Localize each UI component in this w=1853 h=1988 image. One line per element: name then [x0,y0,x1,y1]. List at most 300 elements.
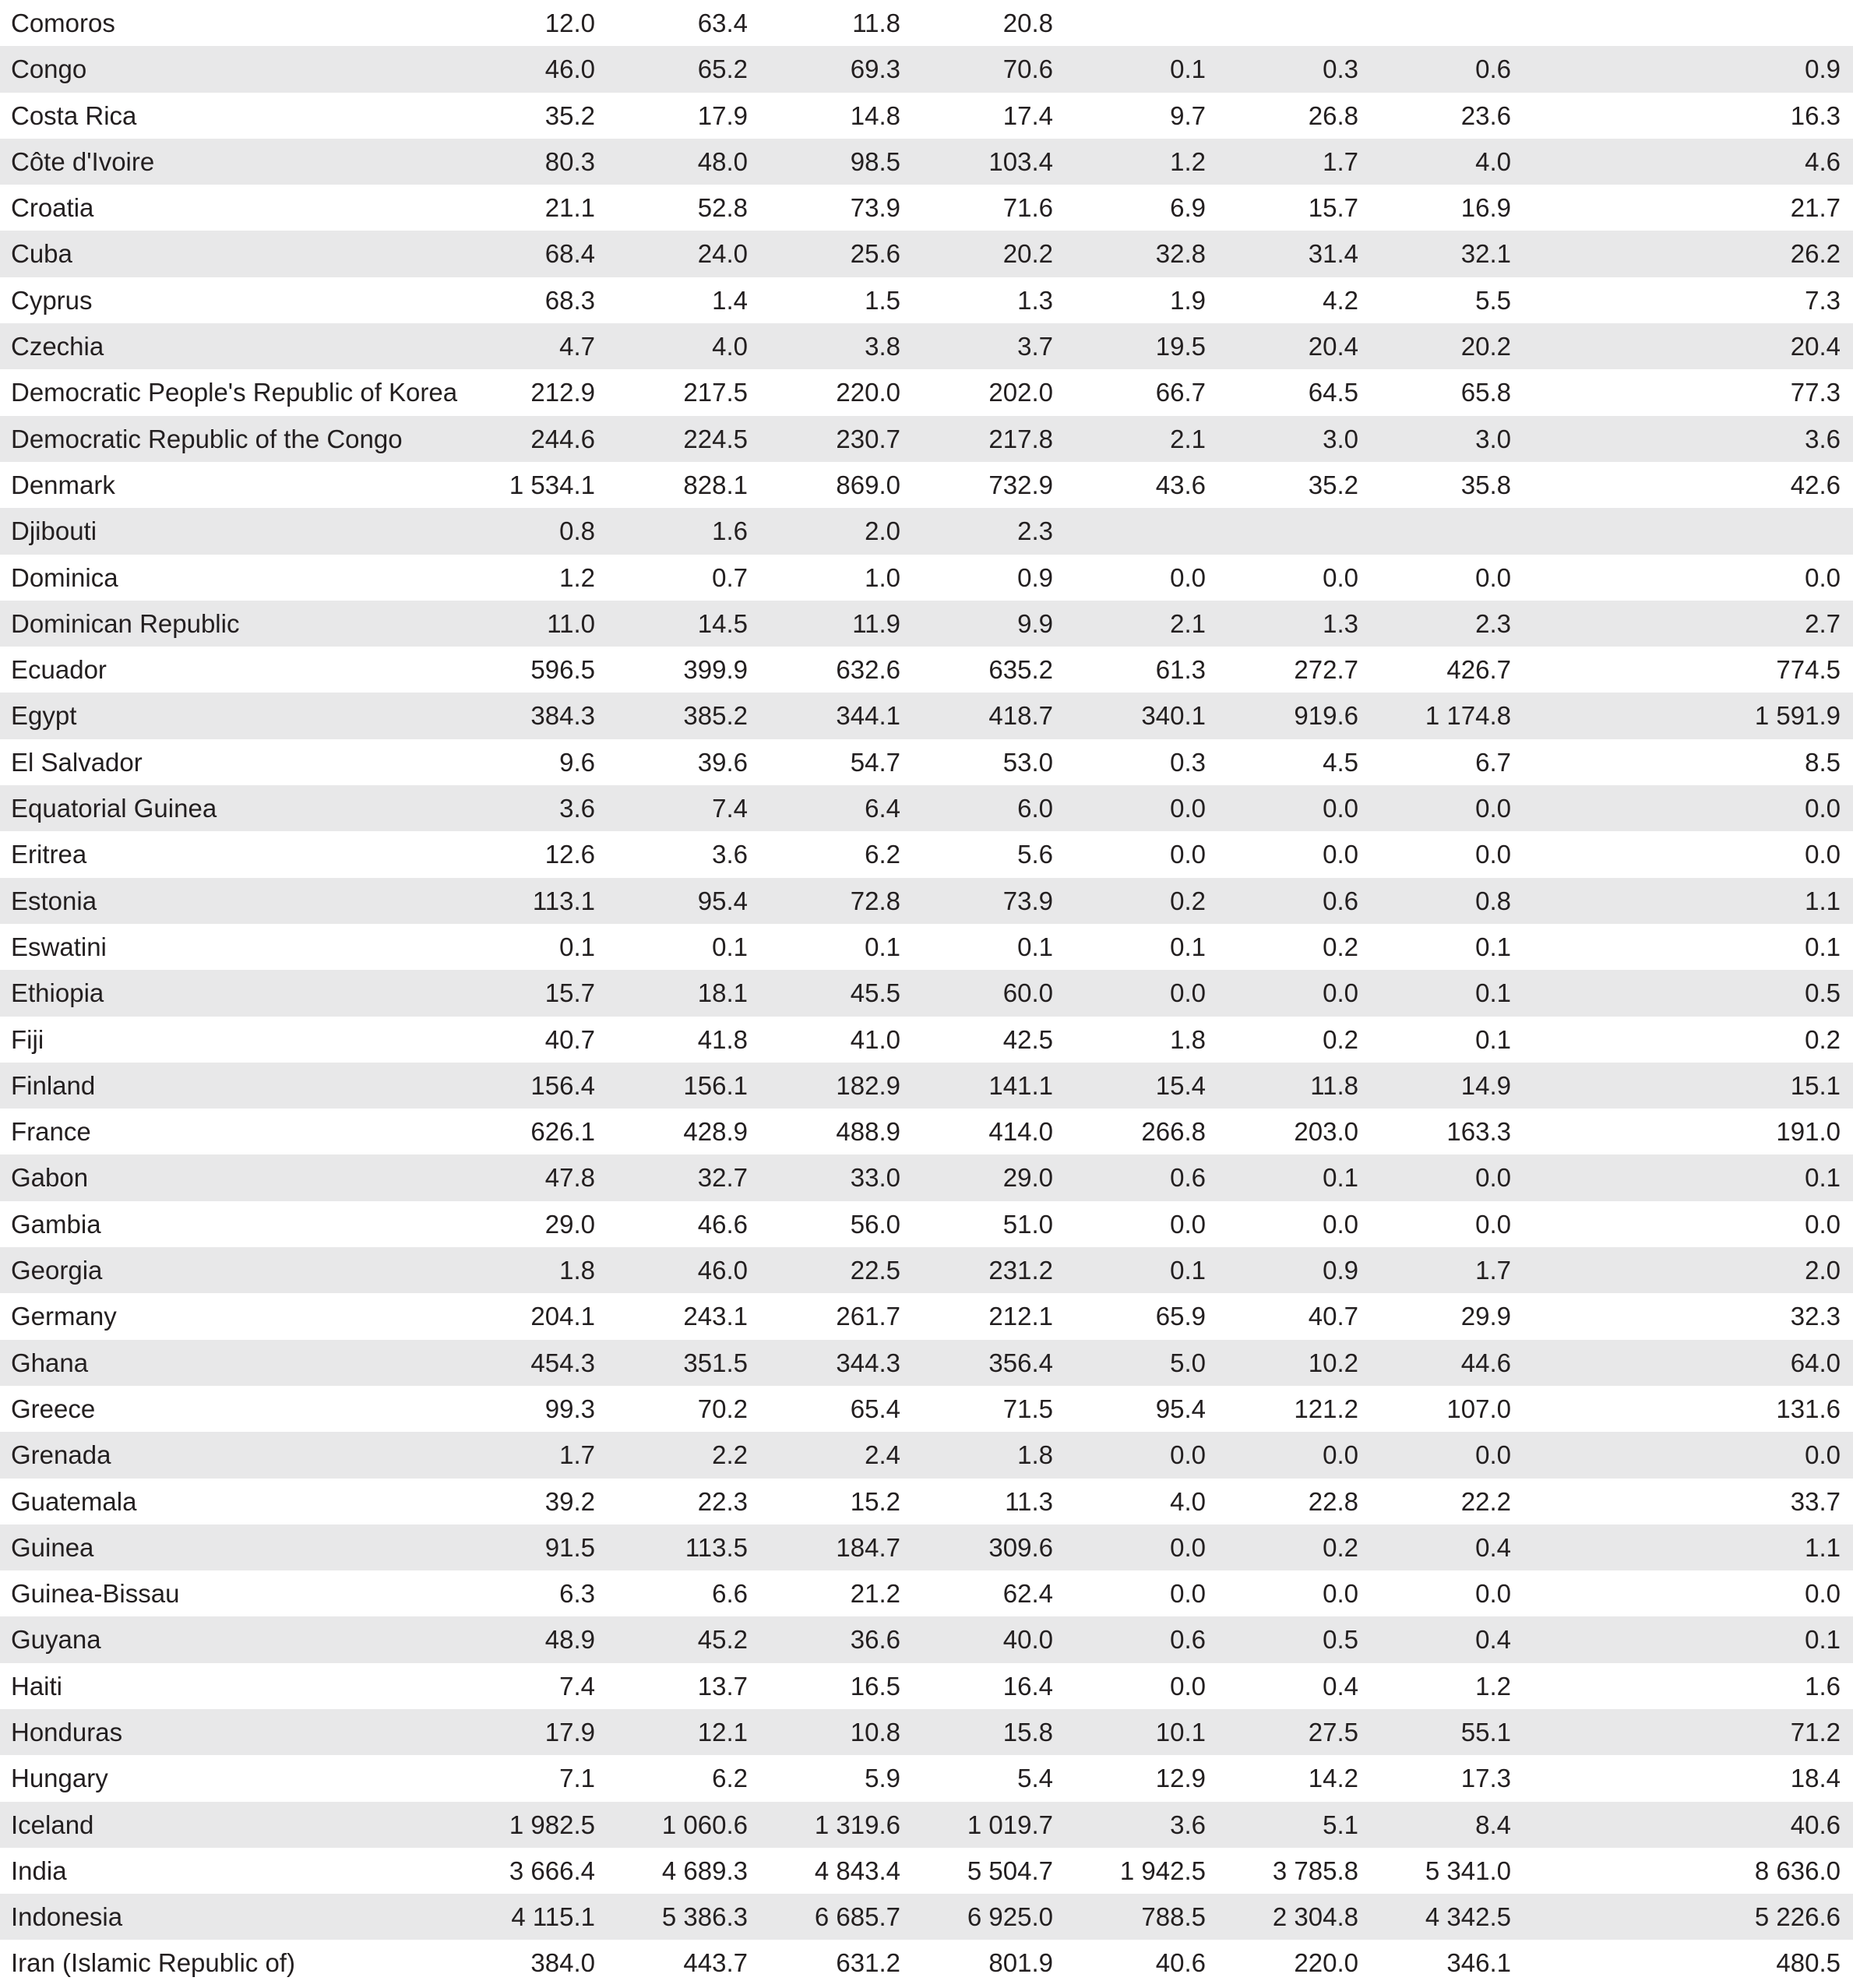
country-name: Gabon [0,1154,432,1200]
value-cell: 4.5 [1323,747,1358,777]
value-cell: 103.4 [919,139,1072,185]
value-cell: 2.1 [1072,416,1224,462]
value-cell: 224.5 [614,416,766,462]
value-cell: 0.1 [1530,1154,1853,1200]
value-cell: 309.6 [919,1524,1072,1570]
table-row [0,647,1853,693]
value-cell: 11.3 [1005,1486,1053,1516]
value-cell: 11.9 [766,601,919,647]
value-cell: 0.4 [1377,1616,1530,1662]
value-cell: 0.8 [432,508,614,554]
country-name: Dominica [11,562,118,592]
value-cell: 1.2 [1072,139,1224,185]
value-cell: 231.2 [919,1247,1072,1293]
value-cell: 44.6 [1377,1340,1530,1386]
value-cell: 0.0 [1805,1579,1841,1609]
value-cell: 10.1 [1072,1709,1224,1755]
value-cell: 919.6 [1224,693,1377,738]
value-cell: 0.0 [1323,840,1358,869]
value-cell: 63.4 [697,9,748,37]
table-row [0,46,1853,92]
value-cell: 47.8 [432,1154,614,1200]
country-name: Guinea [0,1524,432,1570]
value-cell: 48.0 [614,139,766,185]
value-cell: 65.2 [614,46,766,92]
country-name: Indonesia [0,1894,432,1940]
value-cell: 0.0 [1377,1154,1530,1200]
country-name: Egypt [0,693,432,738]
value-cell [1530,508,1853,554]
table-row [0,1386,1853,1432]
value-cell: 46.0 [432,46,614,92]
table-row [0,1063,1853,1109]
value-cell: 0.1 [865,932,900,961]
value-cell: 6.4 [766,785,919,831]
value-cell: 141.1 [919,1063,1072,1109]
value-cell: 266.8 [1141,1117,1206,1147]
value-cell: 113.5 [614,1524,766,1570]
country-name: Cuba [0,231,432,277]
value-cell: 40.7 [1308,1302,1358,1331]
value-cell: 774.5 [1776,655,1841,685]
value-cell: 3.6 [712,840,748,869]
value-cell: 3 785.8 [1272,1856,1358,1885]
value-cell: 0.0 [1170,840,1206,869]
value-cell: 2.1 [1072,601,1224,647]
value-cell: 56.0 [850,1209,900,1239]
value-cell: 1.2 [1475,1671,1511,1701]
value-cell: 12.1 [614,1709,766,1755]
value-cell: 0.0 [1377,785,1530,831]
value-cell: 0.4 [1323,1671,1358,1701]
value-cell: 1 019.7 [919,1802,1072,1848]
value-cell: 71.5 [1002,1394,1053,1423]
value-cell: 212.9 [530,378,595,407]
table-row [0,323,1853,369]
value-cell: 29.9 [1460,1302,1511,1331]
value-cell: 0.0 [1805,562,1841,592]
value-cell: 17.3 [1460,1764,1511,1793]
value-cell: 17.9 [432,1709,614,1755]
table-row [0,508,1853,554]
value-cell: 7.4 [614,785,766,831]
value-cell: 3.7 [919,323,1072,369]
value-cell: 10.8 [766,1709,919,1755]
value-cell: 6 685.7 [766,1894,919,1940]
value-cell: 0.0 [1377,1432,1530,1478]
table-row [0,1663,1853,1709]
country-name: El Salvador [11,747,143,777]
value-cell: 632.6 [836,655,900,685]
value-cell: 20.4 [1530,323,1853,369]
table-row [0,1293,1853,1339]
value-cell: 0.2 [1323,1024,1358,1054]
country-name: Estonia [0,878,432,924]
table-row [0,1894,1853,1940]
value-cell: 443.7 [683,1948,748,1978]
value-cell: 5 386.3 [614,1894,766,1940]
table-row [0,462,1853,508]
table-row [0,277,1853,323]
table-row [0,185,1853,231]
value-cell: 46.0 [614,1247,766,1293]
country-name: Gambia [11,1209,101,1239]
value-cell: 596.5 [530,655,595,685]
table-row [0,1109,1853,1154]
value-cell: 1 060.6 [614,1802,766,1848]
value-cell: 6.3 [559,1579,595,1609]
value-cell: 0.9 [1224,1247,1377,1293]
value-cell [1072,508,1224,554]
value-cell: 40.7 [544,1024,595,1054]
value-cell: 25.6 [766,231,919,277]
value-cell: 42.5 [1002,1024,1053,1054]
value-cell: 4 115.1 [432,1894,614,1940]
value-cell: 46.6 [697,1209,748,1239]
value-cell: 14.5 [614,601,766,647]
table-row [0,1940,1853,1986]
value-cell: 1.1 [1530,1524,1853,1570]
country-name: Democratic People's Republic of Korea [11,378,458,407]
value-cell: 70.6 [919,46,1072,92]
country-name: Ecuador [11,655,107,685]
value-cell: 5 226.6 [1530,1894,1853,1940]
value-cell: 18.1 [614,970,766,1016]
value-cell: 344.1 [766,693,919,738]
value-cell: 73.9 [919,878,1072,924]
value-cell: 0.0 [1072,970,1224,1016]
value-cell: 5 341.0 [1425,1856,1511,1885]
value-cell: 72.8 [766,878,919,924]
value-cell: 21.2 [850,1579,900,1609]
value-cell: 0.0 [1530,1432,1853,1478]
value-cell: 35.2 [544,100,595,130]
table-row [0,1432,1853,1478]
value-cell: 204.1 [530,1302,595,1331]
value-cell: 0.0 [1530,785,1853,831]
value-cell: 0.9 [1530,46,1853,92]
value-cell: 344.3 [766,1340,919,1386]
value-cell: 4.0 [1377,139,1530,185]
value-cell: 17.4 [1002,100,1053,130]
value-cell: 22.8 [1308,1486,1358,1516]
table-row [0,693,1853,738]
value-cell: 0.3 [1170,747,1206,777]
value-cell: 4 689.3 [661,1856,748,1885]
country-name: Honduras [0,1709,432,1755]
value-cell: 3 666.4 [509,1856,595,1885]
value-cell: 0.0 [1170,1579,1206,1609]
value-cell: 0.1 [1377,970,1530,1016]
value-cell: 39.6 [697,747,748,777]
table-row [0,1154,1853,1200]
value-cell: 0.2 [1072,878,1224,924]
country-name: Guyana [0,1616,432,1662]
value-cell: 8.5 [1805,747,1841,777]
value-cell: 15.2 [850,1486,900,1516]
value-cell: 2.0 [766,508,919,554]
value-cell: 20.2 [1377,323,1530,369]
value-cell: 1.7 [1377,1247,1530,1293]
value-cell: 40.0 [919,1616,1072,1662]
value-cell: 29.0 [544,1209,595,1239]
value-cell: 0.0 [1475,562,1511,592]
value-cell: 0.0 [1323,1209,1358,1239]
value-cell: 64.5 [1308,378,1358,407]
value-cell: 1.0 [865,562,900,592]
value-cell: 1 982.5 [432,1802,614,1848]
value-cell: 0.1 [1805,932,1841,961]
value-cell: 11.8 [1224,1063,1377,1109]
value-cell: 61.3 [1155,655,1206,685]
value-cell: 2.2 [614,1432,766,1478]
value-cell: 5.5 [1475,285,1511,315]
country-name: Iceland [0,1802,432,1848]
value-cell: 163.3 [1446,1117,1511,1147]
country-name: Congo [0,46,432,92]
value-cell: 230.7 [766,416,919,462]
value-cell: 212.1 [988,1302,1053,1331]
value-cell: 26.8 [1308,100,1358,130]
value-cell: 4.2 [1323,285,1358,315]
value-cell: 6.6 [712,1579,748,1609]
table-row [0,1247,1853,1293]
table-row [0,231,1853,277]
value-cell: 68.4 [432,231,614,277]
value-cell: 15.7 [1308,193,1358,223]
value-cell: 0.0 [1224,785,1377,831]
value-cell: 0.1 [559,932,595,961]
table-row [0,93,1853,139]
country-name: Costa Rica [11,100,137,130]
value-cell [1530,0,1853,46]
value-cell: 3.6 [1072,1802,1224,1848]
value-cell: 384.0 [530,1948,595,1978]
country-name: Côte d'Ivoire [0,139,432,185]
country-name: Guatemala [11,1486,137,1516]
value-cell: 0.1 [1224,1154,1377,1200]
value-cell: 0.7 [712,562,748,592]
table-row [0,1802,1853,1848]
value-cell: 9.9 [919,601,1072,647]
value-cell: 6.9 [1170,193,1206,223]
value-cell: 4.7 [432,323,614,369]
value-cell: 66.7 [1155,378,1206,407]
value-cell: 16.5 [850,1671,900,1701]
value-cell: 385.2 [614,693,766,738]
country-name: Hungary [11,1764,108,1793]
value-cell: 5 504.7 [967,1856,1053,1885]
country-name: Grenada [0,1432,432,1478]
value-cell: 0.0 [1072,785,1224,831]
value-cell: 480.5 [1776,1948,1841,1978]
value-cell: 0.9 [1017,562,1053,592]
value-cell: 54.7 [850,747,900,777]
value-cell: 73.9 [850,193,900,223]
value-cell: 16.9 [1460,193,1511,223]
value-cell: 2.4 [766,1432,919,1478]
value-cell: 7.1 [559,1764,595,1793]
table-row [0,785,1853,831]
value-cell: 13.7 [697,1671,748,1701]
value-cell: 0.0 [1805,840,1841,869]
value-cell: 12.6 [544,840,595,869]
value-cell: 788.5 [1072,1894,1224,1940]
table-row [0,1340,1853,1386]
value-cell: 2.3 [919,508,1072,554]
value-cell: 35.2 [1308,470,1358,499]
value-cell: 488.9 [836,1117,900,1147]
value-cell: 1.2 [559,562,595,592]
value-cell: 4.0 [614,323,766,369]
value-cell: 27.5 [1224,1709,1377,1755]
value-cell: 340.1 [1072,693,1224,738]
value-cell: 0.2 [1323,932,1358,961]
value-cell: 1.8 [919,1432,1072,1478]
value-cell: 418.7 [919,693,1072,738]
value-cell: 0.4 [1377,1524,1530,1570]
country-name: Ghana [0,1340,432,1386]
value-cell [1072,0,1224,46]
value-cell: 0.0 [1475,1579,1511,1609]
value-cell: 16.4 [1002,1671,1053,1701]
value-cell: 0.8 [1377,878,1530,924]
value-cell: 0.6 [1072,1616,1224,1662]
value-cell: 18.4 [1790,1764,1841,1793]
value-cell [1224,508,1377,554]
value-cell: 95.4 [1155,1394,1206,1423]
value-cell: 0.1 [1017,932,1053,961]
value-cell: 45.5 [766,970,919,1016]
value-cell: 0.1 [712,932,748,961]
value-cell: 6.0 [919,785,1072,831]
value-cell: 31.4 [1224,231,1377,277]
country-name: France [11,1117,91,1147]
value-cell: 20.4 [1224,323,1377,369]
value-cell: 39.2 [544,1486,595,1516]
value-cell: 244.6 [432,416,614,462]
value-cell: 182.9 [766,1063,919,1109]
table-row [0,1709,1853,1755]
value-cell: 426.7 [1446,655,1511,685]
value-cell: 5.1 [1224,1802,1377,1848]
value-cell: 217.8 [919,416,1072,462]
table-row [0,555,1853,601]
value-cell: 33.7 [1790,1486,1841,1516]
value-cell: 217.5 [683,378,748,407]
value-cell: 52.8 [697,193,748,223]
value-cell: 801.9 [988,1948,1053,1978]
value-cell: 1.8 [432,1247,614,1293]
value-cell: 4 342.5 [1377,1894,1530,1940]
value-cell: 26.2 [1530,231,1853,277]
value-cell: 22.5 [766,1247,919,1293]
value-cell: 32.1 [1377,231,1530,277]
value-cell: 203.0 [1294,1117,1358,1147]
table-row [0,970,1853,1016]
value-cell: 191.0 [1776,1117,1841,1147]
value-cell: 7.3 [1805,285,1841,315]
value-cell: 24.0 [614,231,766,277]
value-cell: 5.0 [1072,1340,1224,1386]
value-cell: 15.7 [432,970,614,1016]
value-cell: 0.1 [1530,1616,1853,1662]
value-cell: 43.6 [1155,470,1206,499]
table-row [0,924,1853,970]
value-cell: 0.3 [1224,46,1377,92]
value-cell: 1.1 [1530,878,1853,924]
value-cell: 71.2 [1530,1709,1853,1755]
country-name: Denmark [11,470,115,499]
value-cell: 0.5 [1224,1616,1377,1662]
value-cell: 243.1 [683,1302,748,1331]
value-cell: 64.0 [1530,1340,1853,1386]
value-cell: 19.5 [1072,323,1224,369]
value-cell: 53.0 [1002,747,1053,777]
value-cell: 69.3 [766,46,919,92]
country-name: Finland [0,1063,432,1109]
value-cell [1377,0,1530,46]
value-cell: 869.0 [836,470,900,499]
country-name: Djibouti [0,508,432,554]
country-name: Democratic Republic of the Congo [0,416,432,462]
table-row [0,878,1853,924]
value-cell: 0.1 [1475,1024,1511,1054]
value-cell: 428.9 [683,1117,748,1147]
value-cell: 626.1 [530,1117,595,1147]
table-row [0,416,1853,462]
country-name: Fiji [11,1024,44,1054]
value-cell: 6 925.0 [919,1894,1072,1940]
value-cell: 80.3 [432,139,614,185]
value-cell: 1.5 [865,285,900,315]
value-cell: 20.2 [919,231,1072,277]
value-cell: 356.4 [919,1340,1072,1386]
value-cell: 36.6 [766,1616,919,1662]
value-cell: 0.6 [1072,1154,1224,1200]
value-cell: 32.7 [614,1154,766,1200]
value-cell: 14.9 [1377,1063,1530,1109]
value-cell: 12.0 [544,9,595,37]
value-cell: 351.5 [614,1340,766,1386]
country-name: India [11,1856,67,1885]
value-cell: 35.8 [1460,470,1511,499]
value-cell: 1 942.5 [1119,1856,1206,1885]
value-cell: 1.8 [1170,1024,1206,1054]
value-cell: 9.7 [1170,100,1206,130]
value-cell: 3.8 [766,323,919,369]
value-cell: 5.9 [865,1764,900,1793]
value-cell: 4.0 [1170,1486,1206,1516]
value-cell: 0.0 [1323,562,1358,592]
table-row [0,1524,1853,1570]
value-cell: 17.9 [697,100,748,130]
value-cell: 1.7 [1224,139,1377,185]
value-cell: 15.1 [1530,1063,1853,1109]
value-cell: 2.7 [1530,601,1853,647]
value-cell: 0.5 [1530,970,1853,1016]
value-cell: 65.4 [850,1394,900,1423]
value-cell: 65.8 [1460,378,1511,407]
value-cell: 21.1 [544,193,595,223]
value-cell: 77.3 [1790,378,1841,407]
value-cell: 1 591.9 [1530,693,1853,738]
value-cell: 1 534.1 [509,470,595,499]
table-row [0,369,1853,415]
table-row [0,1848,1853,1894]
value-cell: 40.6 [1530,1802,1853,1848]
value-cell: 95.4 [614,878,766,924]
